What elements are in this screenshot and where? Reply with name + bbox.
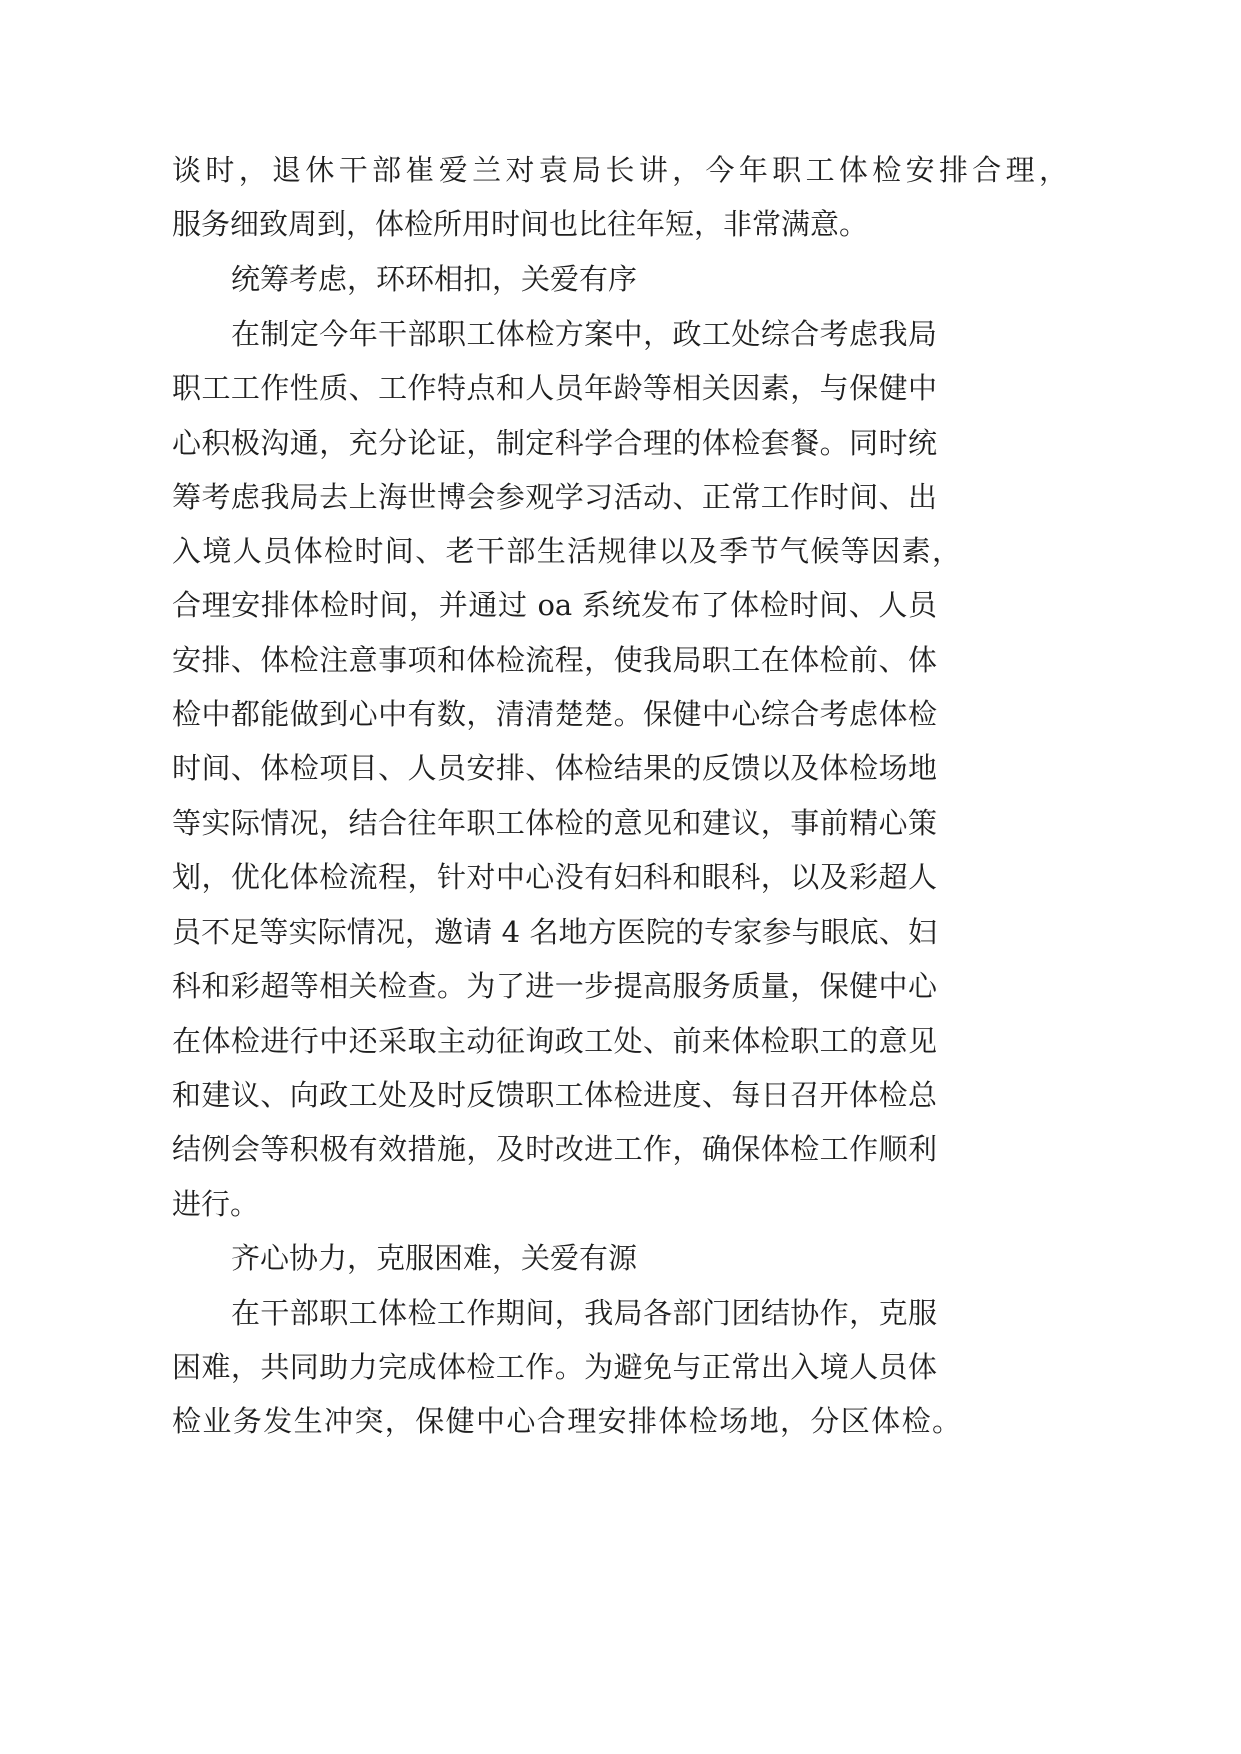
text-line: 困难，共同助力完成体检工作。为避免与正常出入境人员体 [172, 1350, 937, 1384]
text-line: 筹考虑我局去上海世博会参观学习活动、正常工作时间、出 [172, 480, 937, 514]
text-line: 心积极沟通，充分论证，制定科学合理的体检套餐。同时统 [172, 426, 937, 460]
section-heading: 统筹考虑，环环相扣，关爱有序 [231, 262, 638, 296]
text-line: 检业务发生冲突，保健中心合理安排体检场地，分区体检。 [172, 1404, 961, 1438]
text-line: 安排、体检注意事项和体检流程，使我局职工在体检前、体 [172, 643, 937, 677]
text-line: 谈时，退休干部崔爱兰对袁局长讲，今年职工体检安排合理， [172, 153, 1068, 187]
text-line: 结例会等积极有效措施，及时改进工作，确保体检工作顺利 [172, 1132, 937, 1166]
text-line: 职工工作性质、工作特点和人员年龄等相关因素，与保健中 [172, 371, 937, 405]
text-line: 和建议、向政工处及时反馈职工体检进度、每日召开体检总 [172, 1078, 937, 1112]
text-line: 科和彩超等相关检查。为了进一步提高服务质量，保健中心 [172, 969, 937, 1003]
text-line: 等实际情况，结合往年职工体检的意见和建议，事前精心策 [172, 806, 937, 840]
text-line: 在干部职工体检工作期间，我局各部门团结协作，克服 [231, 1296, 937, 1330]
section-heading: 齐心协力，克服困难，关爱有源 [231, 1241, 638, 1275]
text-line: 检中都能做到心中有数，清清楚楚。保健中心综合考虑体检 [172, 697, 937, 731]
text-line: 进行。 [172, 1187, 260, 1221]
text-line: 在制定今年干部职工体检方案中，政工处综合考虑我局 [231, 317, 937, 351]
text-line: 服务细致周到，体检所用时间也比往年短，非常满意。 [172, 207, 869, 241]
text-line: 划，优化体检流程，针对中心没有妇科和眼科，以及彩超人 [172, 860, 937, 894]
text-line: 员不足等实际情况，邀请 4 名地方医院的专家参与眼底、妇 [172, 915, 937, 949]
text-line: 时间、体检项目、人员安排、体检结果的反馈以及体检场地 [172, 751, 937, 785]
text-line: 合理安排体检时间，并通过 oa 系统发布了体检时间、人员 [172, 588, 937, 622]
text-line: 在体检进行中还采取主动征询政工处、前来体检职工的意见 [172, 1024, 937, 1058]
text-line: 入境人员体检时间、老干部生活规律以及季节气候等因素， [172, 534, 961, 568]
